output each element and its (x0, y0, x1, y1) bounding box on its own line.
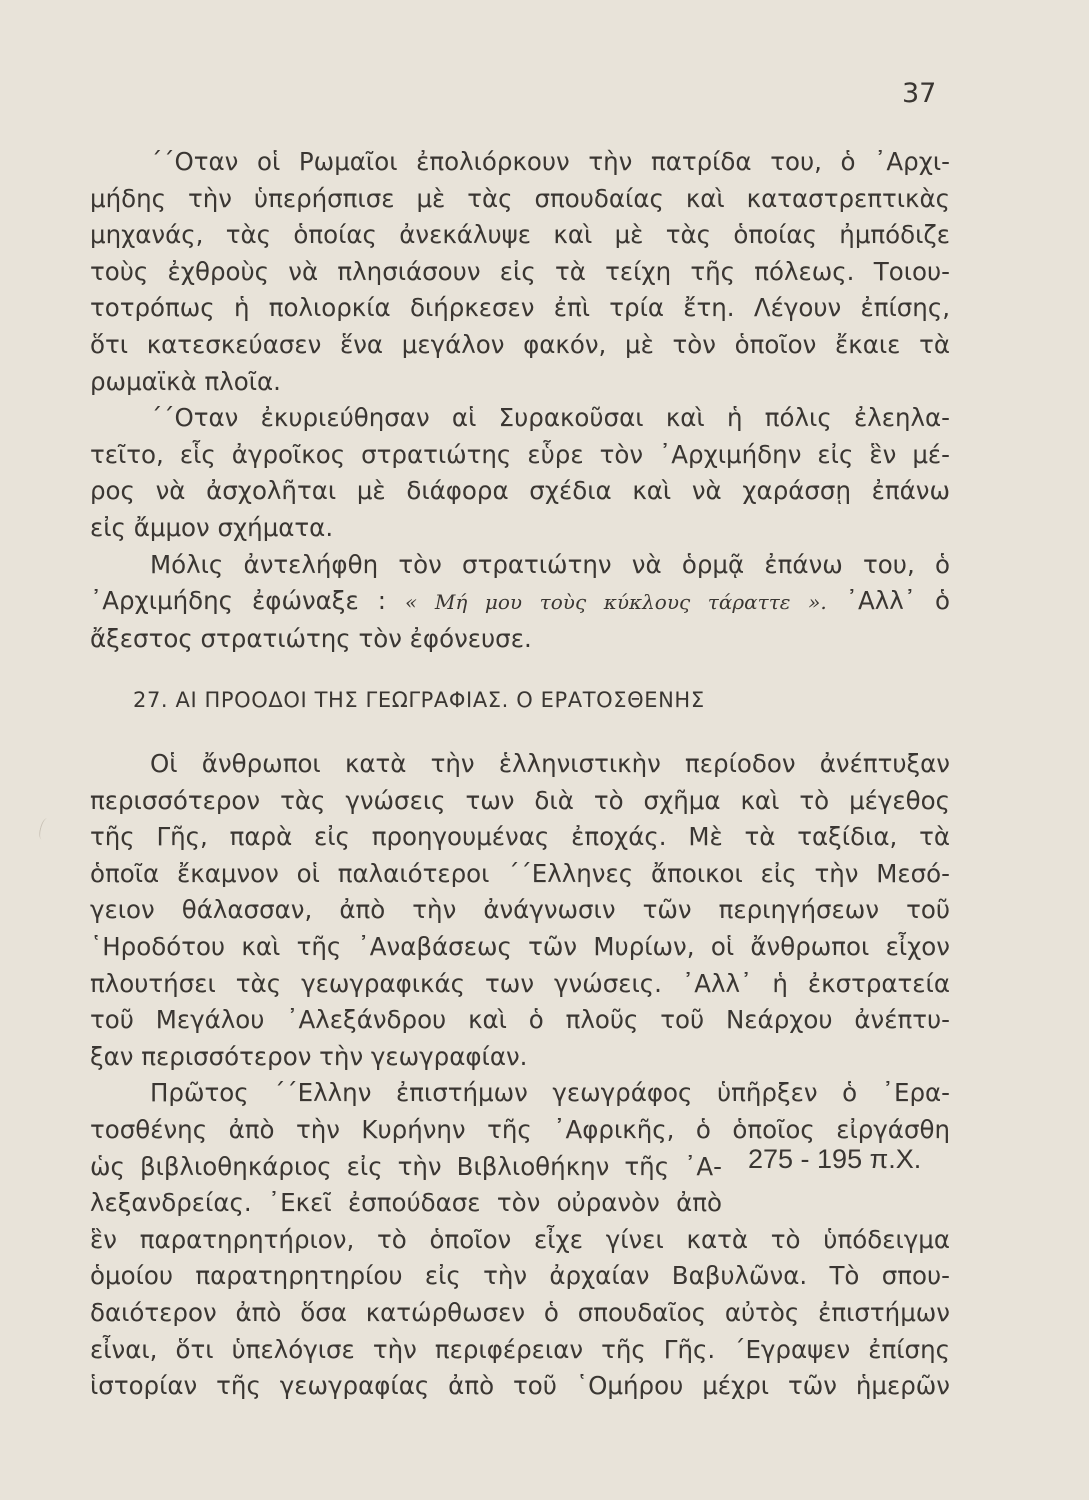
text-line: περισσότερον τὰς γνώσεις των διὰ τὸ σχῆμα καὶ τὸ μέγεθος (90, 785, 950, 815)
text-line: τοτρόπως ἡ πολιορκία διήρκεσεν ἐπὶ τρία ἔτη. Λέγουν ἐπίσης, (90, 293, 950, 323)
text-line: ὁμοίου παρατηρητηρίου εἰς τὴν ἀρχαίαν Βαβυλῶνα. Τὸ σπου- (90, 1261, 950, 1291)
archimedes-quote: « Μή μου τοὺς κύκλους τάραττε ». (405, 590, 827, 615)
text-line: ρος νὰ ἀσχολῆται μὲ διάφορα σχέδια καὶ νὰ χαράσσῃ ἐπάνω (90, 476, 950, 506)
text-line: εἶναι, ὅτι ὑπελόγισε τὴν περιφέρειαν τῆς Γῆς. ΄Εγραψεν ἐπίσης (90, 1334, 950, 1364)
section-geography (90, 746, 950, 1405)
section-heading: 27. ΑΙ ΠΡΟΟΔΟΙ ΤΗΣ ΓΕΩΓΡΑΦΙΑΣ. Ο ΕΡΑΤΟΣΘΕΝΗΣ (133, 688, 705, 712)
text-line: τοὺς ἐχθροὺς νὰ πλησιάσουν εἰς τὰ τείχη τῆς πόλεως. Τοιου- (90, 256, 950, 286)
text-line: ΄΄Οταν ἐκυριεύθησαν αἱ Συρακοῦσαι καὶ ἡ πόλις ἐλεηλα- (150, 403, 950, 433)
text-line: ὁποῖα ἔκαμνον οἱ παλαιότεροι ΄΄Ελληνες ἄποικοι εἰς τὴν Μεσό- (90, 858, 950, 888)
text-line: εἰς ἄμμον σχήματα. (90, 512, 334, 542)
text-line: τεῖτο, εἷς ἀγροῖκος στρατιώτης εὗρε τὸν ᾿Αρχιμήδην εἰς ἓν μέ- (90, 439, 950, 469)
quote-line (90, 583, 950, 621)
text-line: ῾Ηροδότου καὶ τῆς ᾿Αναβάσεως τῶν Μυρίων, οἱ ἄνθρωποι εἶχον (90, 931, 950, 961)
text-line: Οἱ ἄνθρωποι κατὰ τὴν ἑλληνιστικὴν περίοδον ἀνέπτυξαν (150, 749, 950, 778)
text-line: ἄξεστος στρατιώτης τὸν ἐφόνευσε. (90, 623, 532, 653)
text-line: μηχανάς, τὰς ὁποίας ἀνεκάλυψε καὶ μὲ τὰς ὁποίας ἠμπόδιζε (90, 220, 950, 250)
text-line: τῆς Γῆς, παρὰ εἰς προηγουμένας ἐποχάς. Μὲ τὰ ταξίδια, τὰ (90, 822, 950, 852)
text-line: Πρῶτος ΄΄Ελλην ἐπιστήμων γεωγράφος ὑπῆρξεν ὁ ᾿Ερα- (150, 1078, 950, 1108)
text-line: ΄΄Οταν οἱ Ρωμαῖοι ἐπολιόρκουν τὴν πατρίδα του, ὁ ᾿Αρχι- (150, 147, 950, 176)
margin-mark (37, 817, 51, 841)
text-line: ἱστορίαν τῆς γεωγραφίας ἀπὸ τοῦ ῾Ομήρου μέχρι τῶν ἡμερῶν (90, 1371, 950, 1401)
quote-suffix: ᾿Αλλ᾿ ὁ (845, 586, 950, 616)
text-line: ξαν περισσότερον τὴν γεωγραφίαν. (90, 1041, 528, 1071)
text-line: πλουτήσει τὰς γεωγραφικάς των γνώσεις. ᾿Αλλ᾿ ἡ ἐκστρατεία (90, 968, 950, 998)
text-line: μήδης τὴν ὑπερήσπισε μὲ τὰς σπουδαίας καὶ καταστρεπτικὰς (90, 183, 950, 213)
section-archimedes (90, 144, 950, 657)
date-note: 275 - 195 π.Χ. (748, 1144, 922, 1174)
text-line: ὡς βιβλιοθηκάριος εἰς τὴν Βιβλιοθήκην τῆς ᾿Α- (90, 1151, 722, 1181)
text-line: γειον θάλασσαν, ἀπὸ τὴν ἀνάγνωσιν τῶν περιηγήσεων τοῦ (90, 895, 950, 925)
text-line: ἓν παρατηρητήριον, τὸ ὁποῖον εἶχε γίνει κατὰ τὸ ὑπόδειγμα (90, 1224, 950, 1254)
page-number: 37 (902, 78, 937, 109)
text-line: τοσθένης ἀπὸ τὴν Κυρήνην τῆς ᾿Αφρικῆς, ὁ ὁποῖος εἰργάσθη (90, 1114, 950, 1144)
text-line: Μόλις ἀντελήφθη τὸν στρατιώτην νὰ ὁρμᾷ ἐπάνω του, ὁ (150, 549, 950, 579)
text-line: δαιότερον ἀπὸ ὅσα κατώρθωσεν ὁ σπουδαῖος αὐτὸς ἐπιστήμων (90, 1297, 950, 1327)
quote-prefix: ᾿Αρχιμήδης ἐφώναξε : (90, 586, 386, 616)
text-line: ὅτι κατεσκεύασεν ἕνα μεγάλον φακόν, μὲ τὸν ὁποῖον ἔκαιε τὰ (90, 329, 950, 359)
text-line: ρωμαϊκὰ πλοῖα. (90, 366, 281, 396)
text-line: τοῦ Μεγάλου ᾿Αλεξάνδρου καὶ ὁ πλοῦς τοῦ Νεάρχου ἀνέπτυ- (90, 1005, 950, 1035)
text-line: λεξανδρείας. ᾿Εκεῖ ἐσπούδασε τὸν οὐρανὸν ἀπὸ (90, 1188, 722, 1218)
